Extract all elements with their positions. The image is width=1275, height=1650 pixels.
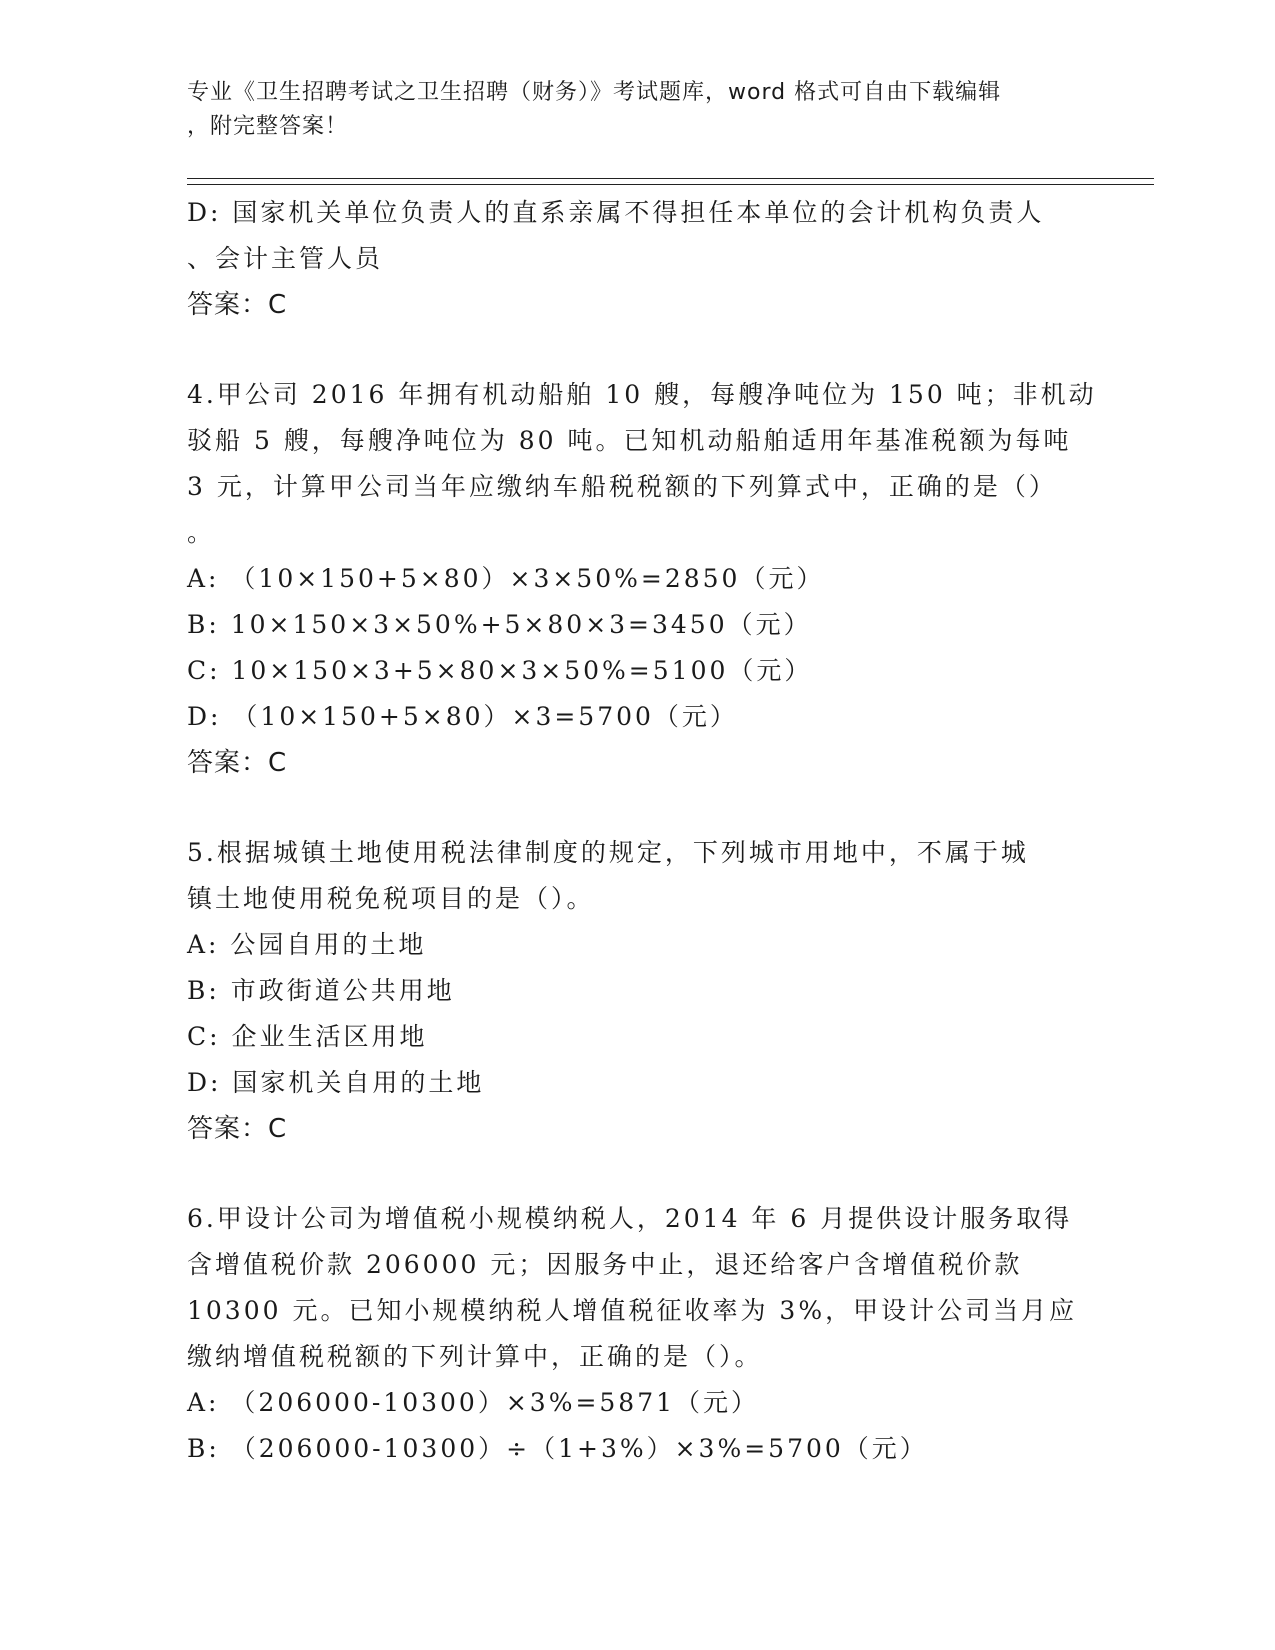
question-5: [187, 830, 1087, 1152]
q6-stem-line-3: 10300 元。已知小规模纳税人增值税征收率为 3%，甲设计公司当月应: [187, 1296, 1078, 1325]
q5-option-b: B: 市政街道公共用地: [187, 976, 455, 1005]
question-3-continued: [187, 190, 1087, 328]
q4-option-a: A: （10×150+5×80）×3×50%=2850（元）: [187, 564, 825, 593]
q6-option-a: A: （206000-10300）×3%=5871（元）: [187, 1388, 760, 1417]
spacer: [187, 1152, 1087, 1196]
page-header: [187, 76, 1067, 144]
header-line-2: ，附完整答案！: [187, 114, 349, 139]
q5-option-c: C: 企业生活区用地: [187, 1022, 428, 1051]
q3-answer: 答案：C: [187, 290, 288, 320]
q6-stem-line-4: 缴纳增值税税额的下列计算中，正确的是（）。: [187, 1342, 763, 1371]
question-6: [187, 1196, 1087, 1472]
q3-option-d-line-1: D: 国家机关单位负责人的直系亲属不得担任本单位的会计机构负责人: [187, 198, 1045, 227]
spacer: [187, 786, 1087, 830]
q4-stem-line-3: 3 元，计算甲公司当年应缴纳车船税税额的下列算式中，正确的是（）: [187, 472, 1057, 501]
q6-option-b: B: （206000-10300）÷（1+3%）×3%=5700（元）: [187, 1434, 928, 1463]
q4-stem-line-2: 驳船 5 艘，每艘净吨位为 80 吨。已知机动船舶适用年基准税额为每吨: [187, 426, 1072, 455]
q4-option-d: D: （10×150+5×80）×3=5700（元）: [187, 702, 738, 731]
q4-stem-line-4: 。: [187, 518, 216, 547]
spacer: [187, 328, 1087, 372]
q4-answer: 答案：C: [187, 748, 288, 778]
document-body: [187, 190, 1097, 1472]
header-divider-top: [187, 178, 1154, 179]
q5-answer: 答案：C: [187, 1114, 288, 1144]
q6-stem-line-1: 6.甲设计公司为增值税小规模纳税人，2014 年 6 月提供设计服务取得: [187, 1204, 1073, 1233]
q6-stem-line-2: 含增值税价款 206000 元；因服务中止，退还给客户含增值税价款: [187, 1250, 1023, 1279]
q4-stem-line-1: 4.甲公司 2016 年拥有机动船舶 10 艘，每艘净吨位为 150 吨；非机动: [187, 380, 1097, 409]
q4-option-c: C: 10×150×3+5×80×3×50%=5100（元）: [187, 656, 813, 685]
header-line-1: 专业《卫生招聘考试之卫生招聘（财务）》考试题库，word 格式可自由下载编辑: [187, 80, 1002, 105]
header-divider-bottom: [187, 184, 1154, 185]
q5-option-a: A: 公园自用的土地: [187, 930, 427, 959]
q5-stem-line-1: 5.根据城镇土地使用税法律制度的规定，下列城市用地中，不属于城: [187, 838, 1029, 867]
q5-option-d: D: 国家机关自用的土地: [187, 1068, 485, 1097]
q4-option-b: B: 10×150×3×50%+5×80×3=3450（元）: [187, 610, 812, 639]
q3-option-d-line-2: 、会计主管人员: [187, 244, 384, 273]
q5-stem-line-2: 镇土地使用税免税项目的是（）。: [187, 884, 595, 913]
question-4: [187, 372, 1097, 786]
